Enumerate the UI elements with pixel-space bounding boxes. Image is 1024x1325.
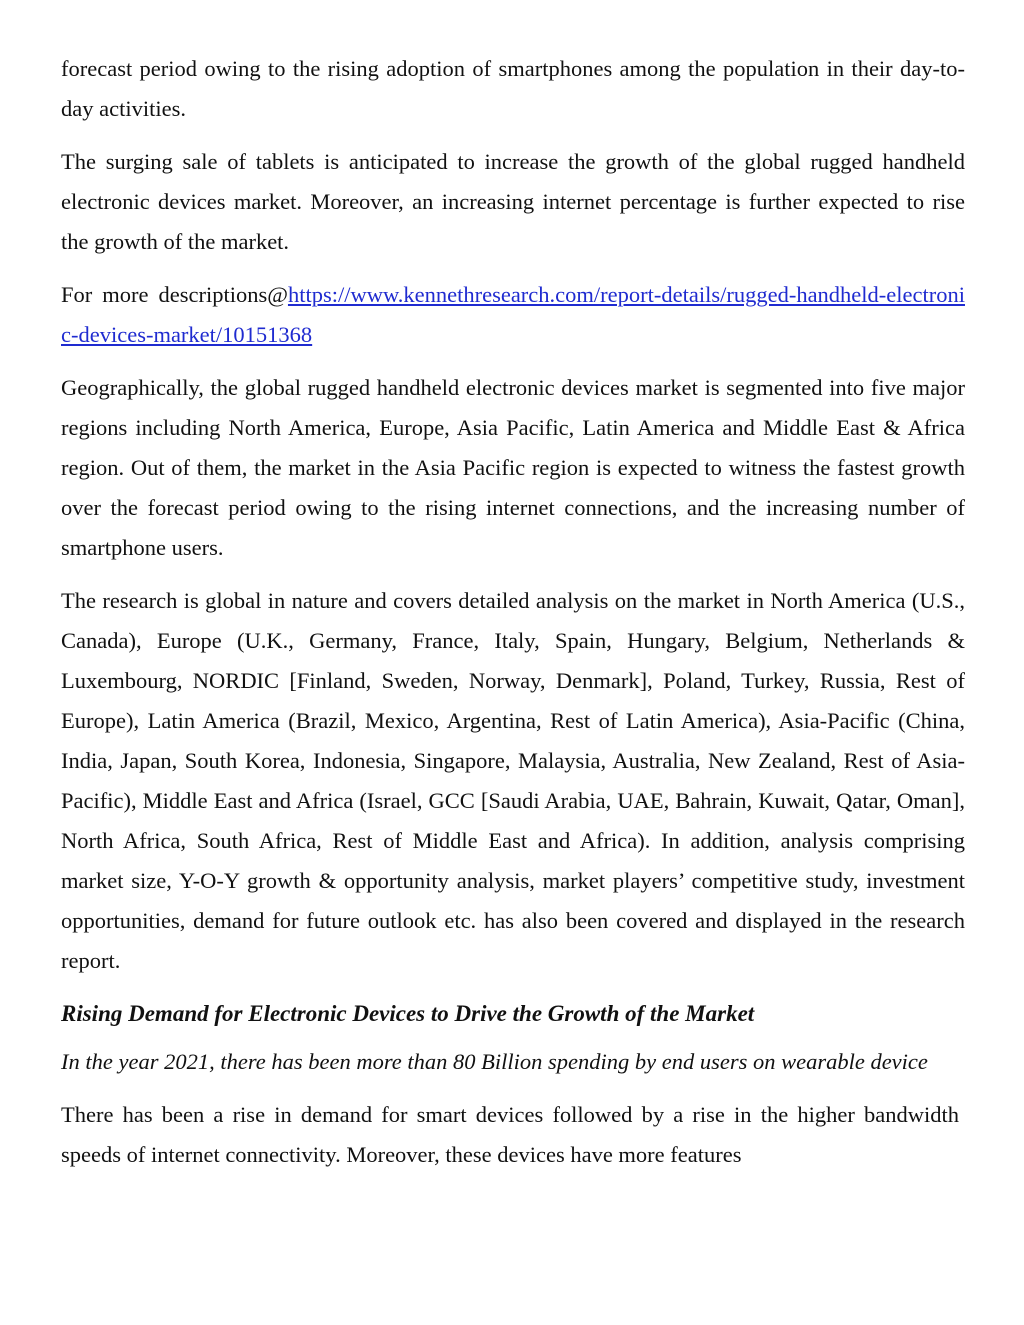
more-descriptions-label: For more descriptions@ xyxy=(61,282,288,307)
section-heading: Rising Demand for Electronic Devices to Drive the Growth of the Market xyxy=(61,1001,755,1026)
document-page xyxy=(61,49,965,1188)
paragraph-research-coverage: The research is global in nature and covers detailed analysis on the market in North America (U.S., Canada), Europe (U.K., Germany, France, Italy, Spain, Hungary, Belgium, Netherlands & Luxembourg, NORDIC [Finland, Sweden, Norway, Denmark], Poland, Turkey, Russia, Rest of Europe), Latin America (Brazil, Mexico, Argentina, Rest of Latin America), Asia-Pacific (China, India, Japan, South Korea, Indonesia, Singapore, Malaysia, Australia, New Zealand, Rest of Asia-Pacific), Middle East and Africa (Israel, GCC [Saudi Arabia, UAE, Bahrain, Kuwait, Qatar, Oman], North Africa, South Africa, Rest of Middle East and Africa). In addition, analysis comprising market size, Y-O-Y growth & opportunity analysis, market players’ competitive study, investment opportunities, demand for future outlook etc. has also been covered and displayed in the research report. xyxy=(61,588,965,973)
section-subheading: In the year 2021, there has been more than 80 Billion spending by end users on wearable device xyxy=(61,1049,928,1074)
paragraph-smart-devices: There has been a rise in demand for smart devices followed by a rise in the higher bandwidth speeds of internet connectivity. Moreover, these devices have more features xyxy=(61,1102,959,1167)
paragraph-geography: Geographically, the global rugged handheld electronic devices market is segmented into five major regions including North America, Europe, Asia Pacific, Latin America and Middle East & Africa region. Out of them, the market in the Asia Pacific region is expected to witness the fastest growth over the forecast period owing to the rising internet connections, and the increasing number of smartphone users. xyxy=(61,375,965,560)
report-details-link[interactable]: https://www.kennethresearch.com/report-details/rugged-handheld-electronic-devices-market/10151368 xyxy=(61,282,965,347)
paragraph-tablets-sale: The surging sale of tablets is anticipated to increase the growth of the global rugged handheld electronic devices market. Moreover, an increasing internet percentage is further expected to rise the growth of the market. xyxy=(61,149,965,254)
paragraph-more-descriptions xyxy=(61,275,965,355)
paragraph-forecast-period: forecast period owing to the rising adoption of smartphones among the population in their day-to-day activities. xyxy=(61,56,965,121)
